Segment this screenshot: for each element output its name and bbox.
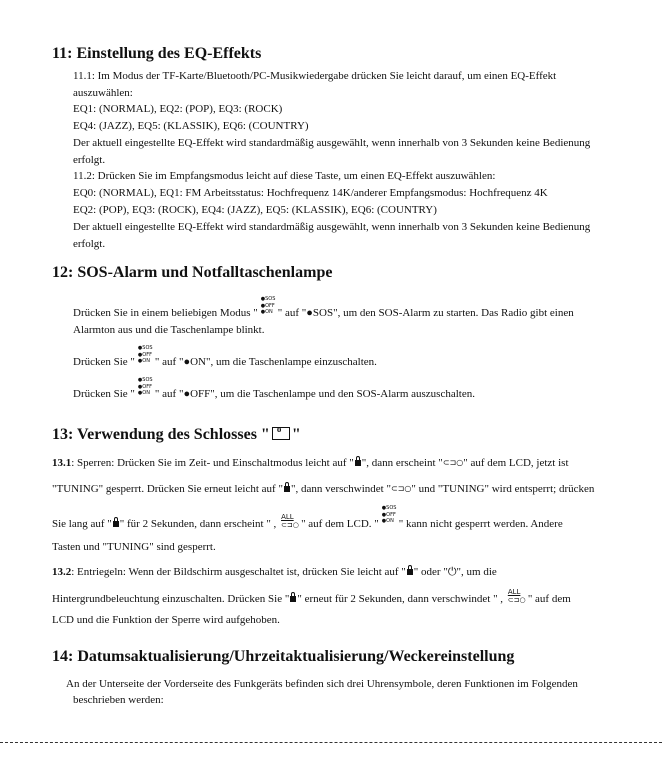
padlock-icon bbox=[355, 460, 361, 466]
s12-line-3 bbox=[73, 345, 377, 369]
s11-line-1: 11.1: Im Modus der TF-Karte/Bluetooth/PC-Musikwiedergabe drücken Sie leicht darauf, um einen EQ-Effekt bbox=[73, 70, 557, 82]
s12-l3-text-b: " auf "●ON", um die Taschenlampe einzuschalten. bbox=[154, 356, 377, 368]
on-label: ●ON bbox=[381, 518, 394, 524]
s11-line-4: EQ4: (JAZZ), EQ5: (KLASSIK), EQ6: (COUNTRY) bbox=[73, 120, 309, 132]
s11-line-5: Der aktuell eingestellte EQ-Effekt wird standardmäßig ausgewählt, wenn innerhalb von 3 Sekunden keine Bedienung bbox=[73, 137, 591, 149]
section-12-heading: 12: SOS-Alarm und Notfalltaschenlampe bbox=[52, 264, 333, 281]
sos-switch-icon bbox=[258, 296, 278, 320]
on-label: ●ON bbox=[137, 358, 150, 364]
all-label: ALL bbox=[507, 588, 521, 596]
s13-l5-text-a: : Entriegeln: Wenn der Bildschirm ausgeschaltet ist, drücken Sie leicht auf " bbox=[71, 566, 406, 578]
sos-switch-icon bbox=[135, 345, 155, 369]
section-14-heading: 14: Datumsaktualisierung/Uhrzeitaktualisierung/Weckereinstellung bbox=[52, 648, 515, 665]
sos-label: ●SOS bbox=[137, 377, 153, 383]
s13-line-2 bbox=[52, 482, 594, 496]
s13-l2-text-a: "TUNING" gesperrt. Drücken Sie erneut leicht auf " bbox=[52, 483, 283, 495]
section-11-heading: 11: Einstellung des EQ-Effekts bbox=[52, 45, 262, 62]
s13-1-number: 13.1 bbox=[52, 457, 72, 469]
s12-line-4 bbox=[73, 377, 475, 401]
all-label: ALL bbox=[281, 513, 294, 521]
padlock-icon bbox=[290, 596, 296, 602]
sos-switch-icon bbox=[379, 505, 399, 529]
s13-l2-text-b: ", dann verschwindet " bbox=[290, 483, 391, 495]
s11-line-6: erfolgt. bbox=[73, 154, 106, 166]
s13-line-4: Tasten und "TUNING" sind gesperrt. bbox=[52, 541, 216, 553]
page-bottom-rule bbox=[0, 742, 662, 743]
s14-line-2: beschrieben werden: bbox=[73, 694, 164, 706]
s13-l3-text-b: " für 2 Sekunden, dann erscheint " , bbox=[119, 518, 277, 530]
s13-line-1 bbox=[52, 456, 569, 470]
sos-label: ●SOS bbox=[260, 296, 276, 302]
s12-l3-text-a: Drücken Sie " bbox=[73, 356, 135, 368]
s11-line-11: erfolgt. bbox=[73, 238, 106, 250]
s11-line-3: EQ1: (NORMAL), EQ2: (POP), EQ3: (ROCK) bbox=[73, 103, 283, 115]
all-lock-icon bbox=[279, 515, 301, 527]
s12-line-1 bbox=[73, 296, 574, 320]
section-13-heading bbox=[52, 426, 301, 444]
key-icon: ⊂⊐○ bbox=[281, 521, 299, 529]
padlock-icon bbox=[113, 521, 119, 527]
s13-l6-text-c: " auf dem bbox=[527, 593, 571, 605]
padlock-icon bbox=[407, 569, 413, 575]
on-label: ●ON bbox=[137, 390, 150, 396]
s13-l6-text-a: Hintergrundbeleuchtung einzuschalten. Drücken Sie " bbox=[52, 593, 290, 605]
key-icon: ⊂⊐○ bbox=[507, 596, 526, 604]
on-label: ●ON bbox=[260, 309, 273, 315]
s13-l5-text-c: ", um die bbox=[456, 566, 497, 578]
sos-label: ●SOS bbox=[137, 345, 153, 351]
s13-line-3 bbox=[52, 505, 563, 531]
off-label: ●OFF bbox=[260, 303, 275, 309]
power-icon: ⏻ bbox=[447, 565, 457, 578]
s13-l3-text-a: Sie lang auf " bbox=[52, 518, 112, 530]
sos-switch-icon bbox=[135, 377, 155, 401]
s13-l2-text-c: " und "TUNING" wird entsperrt; drücken bbox=[411, 483, 595, 495]
s13-heading-text-a: 13: Verwendung des Schlosses " bbox=[52, 426, 270, 443]
sos-label: ●SOS bbox=[381, 505, 397, 511]
s13-heading-text-b: " bbox=[291, 426, 301, 443]
s12-l4-text-b: " auf "●OFF", um die Taschenlampe und den SOS-Alarm auszuschalten. bbox=[154, 388, 475, 400]
s12-l4-text-a: Drücken Sie " bbox=[73, 388, 135, 400]
s13-line-5 bbox=[52, 565, 497, 579]
s12-l1-text-b: " auf "●SOS", um den SOS-Alarm zu starten. Das Radio gibt einen bbox=[277, 307, 574, 319]
s13-l3-text-c: " auf dem LCD. " bbox=[301, 518, 379, 530]
s11-line-7: 11.2: Drücken Sie im Empfangsmodus leicht auf diese Taste, um einen EQ-Effekt auszuwählen: bbox=[73, 170, 496, 182]
off-label: ●OFF bbox=[381, 512, 396, 518]
padlock-icon bbox=[284, 486, 290, 492]
lock-key-icon bbox=[272, 427, 290, 440]
s12-l1-text-a: Drücken Sie in einem beliebigen Modus " bbox=[73, 307, 258, 319]
s11-line-9: EQ2: (POP), EQ3: (ROCK), EQ4: (JAZZ), EQ5: (KLASSIK), EQ6: (COUNTRY) bbox=[73, 204, 437, 216]
s13-l1-text-b: ", dann erscheint " bbox=[361, 457, 443, 469]
s12-line-2: Alarmton aus und die Taschenlampe blinkt. bbox=[73, 324, 265, 336]
off-label: ●OFF bbox=[137, 352, 152, 358]
s13-l5-text-b: " oder " bbox=[413, 566, 448, 578]
s13-l1-text-c: " auf dem LCD, jetzt ist bbox=[463, 457, 569, 469]
s11-line-10: Der aktuell eingestellte EQ-Effekt wird standardmäßig ausgewählt, wenn innerhalb von 3 Sekunden keine Bedienung bbox=[73, 221, 591, 233]
key-icon: ⊂⊐○ bbox=[390, 484, 412, 493]
all-lock-icon bbox=[506, 590, 528, 602]
s11-line-8: EQ0: (NORMAL), EQ1: FM Arbeitsstatus: Hochfrequenz 14K/anderer Empfangsmodus: Hochfrequenz 4K bbox=[73, 187, 548, 199]
off-label: ●OFF bbox=[137, 384, 152, 390]
s13-2-number: 13.2 bbox=[52, 566, 72, 578]
s13-l3-text-d: " kann nicht gesperrt werden. Andere bbox=[398, 518, 563, 530]
s13-l1-text-a: : Sperren: Drücken Sie im Zeit- und Einschaltmodus leicht auf " bbox=[71, 457, 354, 469]
s14-line-1: An der Unterseite der Vorderseite des Funkgeräts befinden sich drei Uhrensymbole, deren Funktionen im Folgenden bbox=[66, 678, 578, 690]
s13-line-7: LCD und die Funktion der Sperre wird aufgehoben. bbox=[52, 614, 280, 626]
key-icon: ⊂⊐○ bbox=[442, 458, 464, 467]
s11-line-2: auszuwählen: bbox=[73, 87, 133, 99]
s13-l6-text-b: " erneut für 2 Sekunden, dann verschwindet " , bbox=[297, 593, 504, 605]
s13-line-6 bbox=[52, 590, 571, 606]
